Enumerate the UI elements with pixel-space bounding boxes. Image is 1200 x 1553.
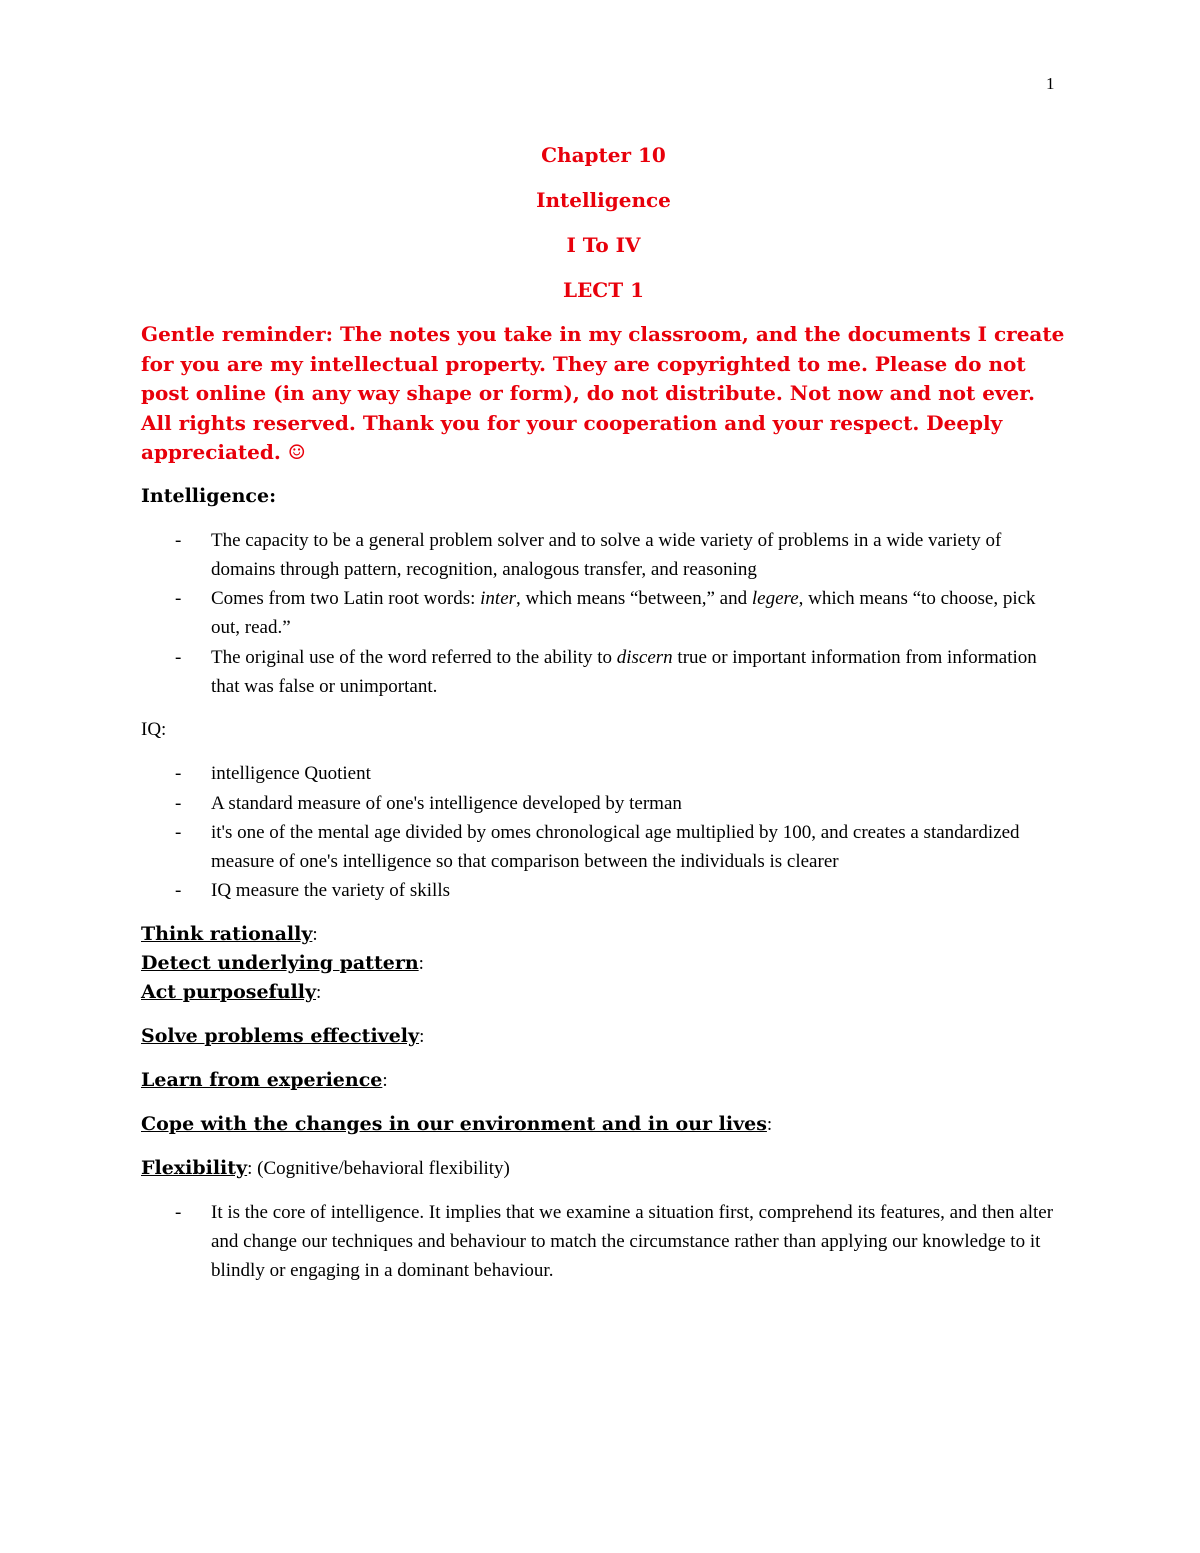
- term-label: Flexibility: [141, 1156, 248, 1179]
- term-colon: :: [316, 981, 322, 1003]
- list-item: [141, 818, 1066, 877]
- dash-bullet: -: [175, 529, 182, 551]
- list-item: [141, 789, 1066, 818]
- flexibility-suffix: : (Cognitive/behavioral flexibility): [247, 1157, 510, 1179]
- term-label: Cope with the changes in our environment and in our lives: [141, 1112, 767, 1135]
- list-item: [141, 526, 1066, 585]
- list-item: [141, 643, 1066, 702]
- term-label: Think rationally: [141, 922, 313, 945]
- list-item-text: The capacity to be a general problem solver and to solve a wide variety of problems in a wide variety of domains through pattern, recognition, analogous transfer, and reasoning: [211, 529, 1002, 580]
- term-act-purposefully: [141, 978, 1066, 1007]
- list-item: [141, 759, 1066, 788]
- intelligence-list: [141, 526, 1066, 702]
- list-item: [141, 1198, 1066, 1286]
- emphasis-discern: discern: [616, 646, 673, 668]
- list-item-text: IQ measure the variety of skills: [211, 880, 451, 902]
- intelligence-heading: Intelligence:: [141, 484, 277, 507]
- term-colon: :: [382, 1069, 388, 1091]
- document-body: [141, 140, 1066, 1300]
- list-item-text: , which means “between,” and: [516, 588, 752, 610]
- iq-list: [141, 759, 1066, 905]
- latin-word-inter: inter: [480, 588, 517, 610]
- term-label: Learn from experience: [141, 1068, 383, 1091]
- term-colon: :: [766, 1113, 773, 1135]
- term-detect-underlying-pattern: [141, 949, 1066, 978]
- dash-bullet: -: [175, 792, 182, 814]
- term-flexibility: [141, 1154, 1066, 1183]
- dash-bullet: -: [175, 588, 182, 610]
- dash-bullet: -: [175, 880, 182, 902]
- term-colon: :: [419, 1025, 425, 1047]
- dash-bullet: -: [175, 1201, 182, 1223]
- term-label: Detect underlying pattern: [141, 951, 419, 974]
- term-solve-problems: [141, 1022, 1066, 1051]
- term-learn-from-experience: [141, 1066, 1066, 1095]
- term-colon: :: [312, 923, 318, 945]
- term-colon: :: [418, 952, 424, 974]
- copyright-reminder: Gentle reminder: The notes you take in my classroom, and the documents I create for you are my intellectual property. They are copyrighted to me. Please do not post online (in any way shape or form), do not distribute. Not now and not ever. All rights reserved. Thank you for your cooperation and your respect. Deeply appreciated. ☺: [141, 322, 1065, 464]
- dash-bullet: -: [175, 821, 182, 843]
- list-item-text: The original use of the word referred to the ability to: [211, 646, 617, 668]
- list-item: [141, 584, 1066, 643]
- lecture-number: LECT 1: [563, 278, 644, 302]
- list-item-text: Comes from two Latin root words:: [211, 588, 481, 610]
- term-label: Act purposefully: [141, 980, 317, 1003]
- page-number: 1: [1046, 74, 1055, 93]
- list-item-text: It is the core of intelligence. It implies that we examine a situation first, comprehend its features, and then alter and change our techniques and behaviour to match the circumstance rather than applying our knowledge to it blindly or engaging in a dominant behaviour.: [211, 1201, 1054, 1282]
- chapter-title: Chapter 10: [541, 143, 666, 167]
- dash-bullet: -: [175, 646, 182, 668]
- term-cope-with-changes: [141, 1110, 1066, 1139]
- list-item-text: , which means “to choose, pick out, read.”: [211, 588, 1036, 639]
- flexibility-list: [141, 1198, 1066, 1286]
- term-think-rationally: [141, 920, 1066, 949]
- section-range: I To IV: [566, 233, 641, 257]
- dash-bullet: -: [175, 763, 182, 785]
- topic-title: Intelligence: [536, 188, 671, 212]
- list-item-text: true or important information from information that was false or unimportant.: [211, 646, 1037, 697]
- term-label: Solve problems effectively: [141, 1024, 420, 1047]
- latin-word-legere: legere: [751, 588, 799, 610]
- list-item-text: intelligence Quotient: [211, 763, 371, 785]
- list-item-text: it's one of the mental age divided by omes chronological age multiplied by 100, and creates a standardized measure of one's intelligence so that comparison between the individuals is clearer: [211, 821, 1020, 873]
- list-item-text: A standard measure of one's intelligence developed by terman: [211, 792, 682, 814]
- list-item: [141, 876, 1066, 905]
- iq-heading: IQ:: [141, 719, 167, 741]
